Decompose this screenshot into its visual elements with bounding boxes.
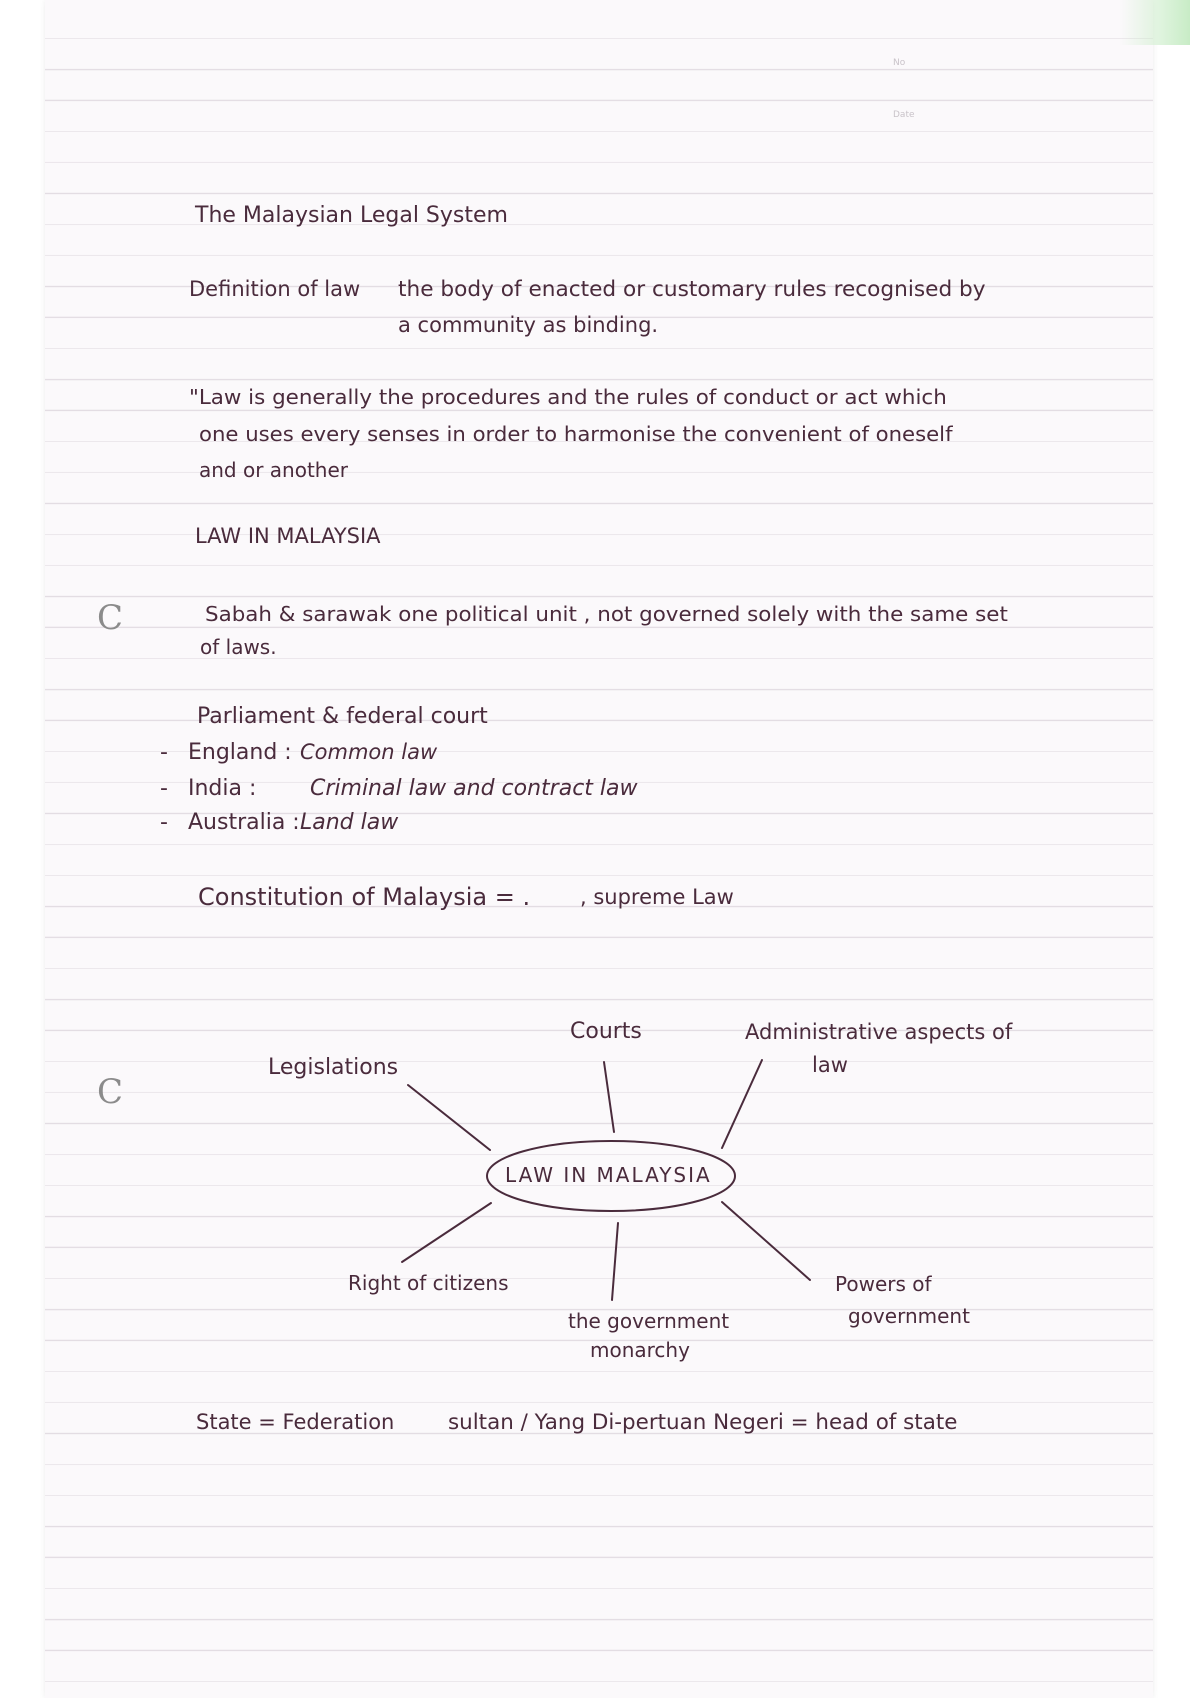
mindmap-administrative-line-2: law <box>812 1053 848 1077</box>
source-law: Criminal law and contract law <box>310 776 638 801</box>
parliament-line: Parliament & federal court <box>197 704 488 729</box>
connector-administrative <box>722 1060 762 1148</box>
source-country: England : <box>188 740 292 765</box>
quote-line-1: "Law is generally the procedures and the rules of conduct or act which <box>189 385 947 409</box>
mindmap-legislations: Legislations <box>268 1055 399 1080</box>
law-in-malaysia-heading: LAW IN MALAYSIA <box>195 524 381 548</box>
source-country: India : <box>188 776 257 801</box>
mindmap-center-label: LAW IN MALAYSIA <box>505 1163 712 1187</box>
margin-mark-1: C <box>97 598 124 638</box>
source-bullet: - <box>160 776 168 801</box>
header-no-label: No <box>893 58 906 68</box>
mindmap-powers-line-2: government <box>848 1304 970 1328</box>
sabah-line-1: Sabah & sarawak one political unit , not governed solely with the same set <box>205 602 1008 626</box>
source-law: Land law <box>300 810 399 835</box>
mindmap-rights: Right of citizens <box>348 1271 509 1295</box>
mindmap-powers-line-1: Powers of <box>835 1272 932 1296</box>
quote-line-3: and or another <box>199 458 349 482</box>
mindmap-monarchy-line-2: monarchy <box>590 1338 690 1362</box>
mindmap-administrative-line-1: Administrative aspects of <box>745 1020 1013 1044</box>
connector-powers <box>722 1202 810 1280</box>
source-law: Common law <box>300 740 438 764</box>
connector-legislations <box>408 1085 490 1150</box>
constitution-left: Constitution of Malaysia = . <box>198 883 531 911</box>
margin-mark-2: C <box>97 1072 124 1112</box>
connector-courts <box>604 1062 614 1132</box>
definition-line-2: a community as binding. <box>398 313 659 337</box>
connector-monarchy <box>612 1223 618 1300</box>
footer-sultan: sultan / Yang Di-pertuan Negeri = head of state <box>448 1410 958 1434</box>
footer-state: State = Federation <box>196 1410 395 1434</box>
quote-line-2: one uses every senses in order to harmonise the convenient of oneself <box>199 422 953 446</box>
constitution-right: , supreme Law <box>580 885 734 909</box>
header-date-label: Date <box>893 110 915 120</box>
page-title: The Malaysian Legal System <box>195 203 508 228</box>
source-bullet: - <box>160 740 168 765</box>
source-country: Australia : <box>188 810 300 835</box>
definition-line-1: the body of enacted or customary rules recognised by <box>398 277 986 301</box>
connector-rights <box>402 1203 491 1262</box>
mindmap-monarchy-line-1: the government <box>568 1309 730 1333</box>
sabah-line-2: of laws. <box>200 635 277 659</box>
definition-label: Definition of law <box>189 277 361 301</box>
source-bullet: - <box>160 810 168 835</box>
mindmap-courts: Courts <box>570 1019 642 1044</box>
